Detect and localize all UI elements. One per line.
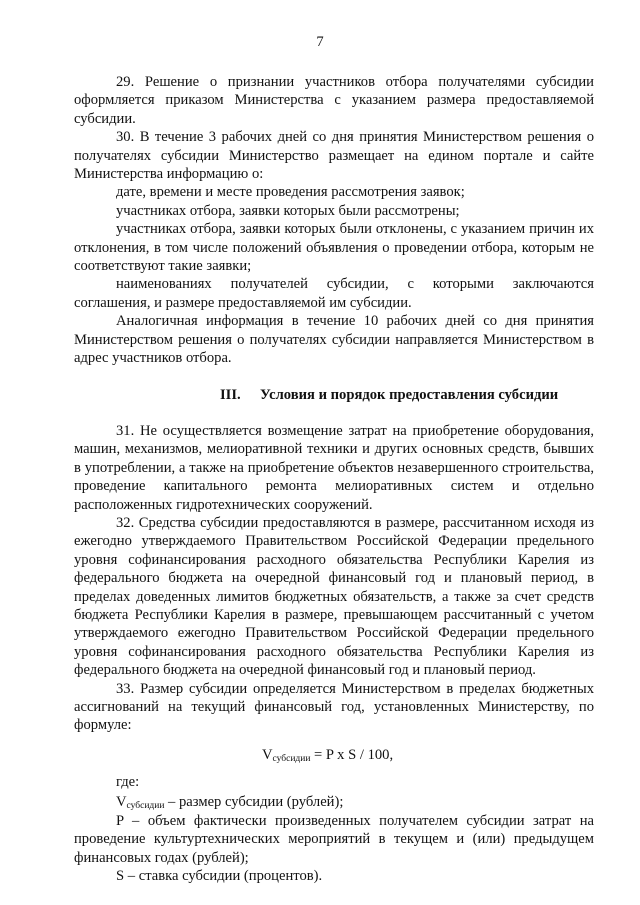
- definition-v: [74, 792, 594, 812]
- definition-v-subscript: субсидии: [126, 800, 165, 811]
- definition-s: S – ставка субсидии (процентов).: [116, 868, 323, 885]
- list-item-recipients: наименованиях получателей субсидии, с которыми заключаются соглашения, и размере предоставляемой им субсидии.: [74, 276, 594, 311]
- section-title: Условия и порядок предоставления субсидии: [260, 386, 559, 403]
- formula-rest: = P x S / 100,: [310, 746, 394, 763]
- section-number: III.: [220, 386, 241, 403]
- section-heading: [74, 386, 594, 404]
- document-body: [74, 73, 594, 885]
- paragraph-30: 30. В течение 3 рабочих дней со дня принятия Министерством решения о получателях субсидии Министерство размещает на едином портале и сайте Министерства информацию о:: [74, 129, 594, 183]
- list-item-considered: участниках отбора, заявки которых были рассмотрены;: [116, 202, 460, 219]
- list-item-rejected: участниках отбора, заявки которых были отклонены, с указанием причин их отклонения, в том числе положений объявления о проведении отбора, которым не соответствуют такие заявки;: [74, 221, 594, 275]
- formula-v: V: [262, 746, 273, 763]
- list-item-date: дате, времени и месте проведения рассмотрения заявок;: [116, 184, 465, 201]
- definition-p: P – объем фактически произведенных получателем субсидии затрат на проведение культуртехнических мероприятий в текущем и (или) предыдущем финансовых годах (рублей);: [74, 812, 594, 866]
- paragraph-similar-info: Аналогичная информация в течение 10 рабочих дней со дня принятия Министерством решения о получателях субсидии направляется Министерством в адрес участников отбора.: [74, 313, 594, 367]
- paragraph-29: 29. Решение о признании участников отбора получателями субсидии оформляется приказом Министерства с указанием размера предоставляемой субсидии.: [74, 74, 594, 127]
- paragraph-33: 33. Размер субсидии определяется Министерством в пределах бюджетных ассигнований на текущий финансовый год, установленных Министерству, по формуле:: [74, 680, 594, 734]
- paragraph-32: 32. Средства субсидии предоставляются в размере, рассчитанном исходя из ежегодно утверждаемого Правительством Российской Федерации предельного уровня софинансирования расходного обязательства Республики Карелия из федерального бюджета на очередной финансовый год и плановый период, в пределах доведенных лимитов бюджетных обязательств, а также за счет средств бюджета Республики Карелия в размере, превышающем рассчитанный с учетом утверждаемого ежегодно Правительством Российской Федерации предельного уровня софинансирования расходного обязательства Республики Карелия из федерального бюджета на очередной финансовый год и плановый период.: [74, 514, 594, 679]
- paragraph-31: 31. Не осуществляется возмещение затрат на приобретение оборудования, машин, механизмов, мелиоративной техники и других основных средств, бывших в употреблении, а также на приобретение объектов незавершенного строительства, проведение капитального ремонта мелиоративных систем и отдельно расположенных гидротехнических сооружений.: [74, 422, 594, 513]
- formula-v-subscript: субсидии: [272, 753, 311, 764]
- definition-v-symbol: V: [116, 793, 127, 810]
- subsidy-formula: [74, 745, 594, 765]
- definition-v-text: – размер субсидии (рублей);: [164, 793, 344, 810]
- page-number: 7: [316, 34, 324, 50]
- where-label: где:: [116, 773, 140, 790]
